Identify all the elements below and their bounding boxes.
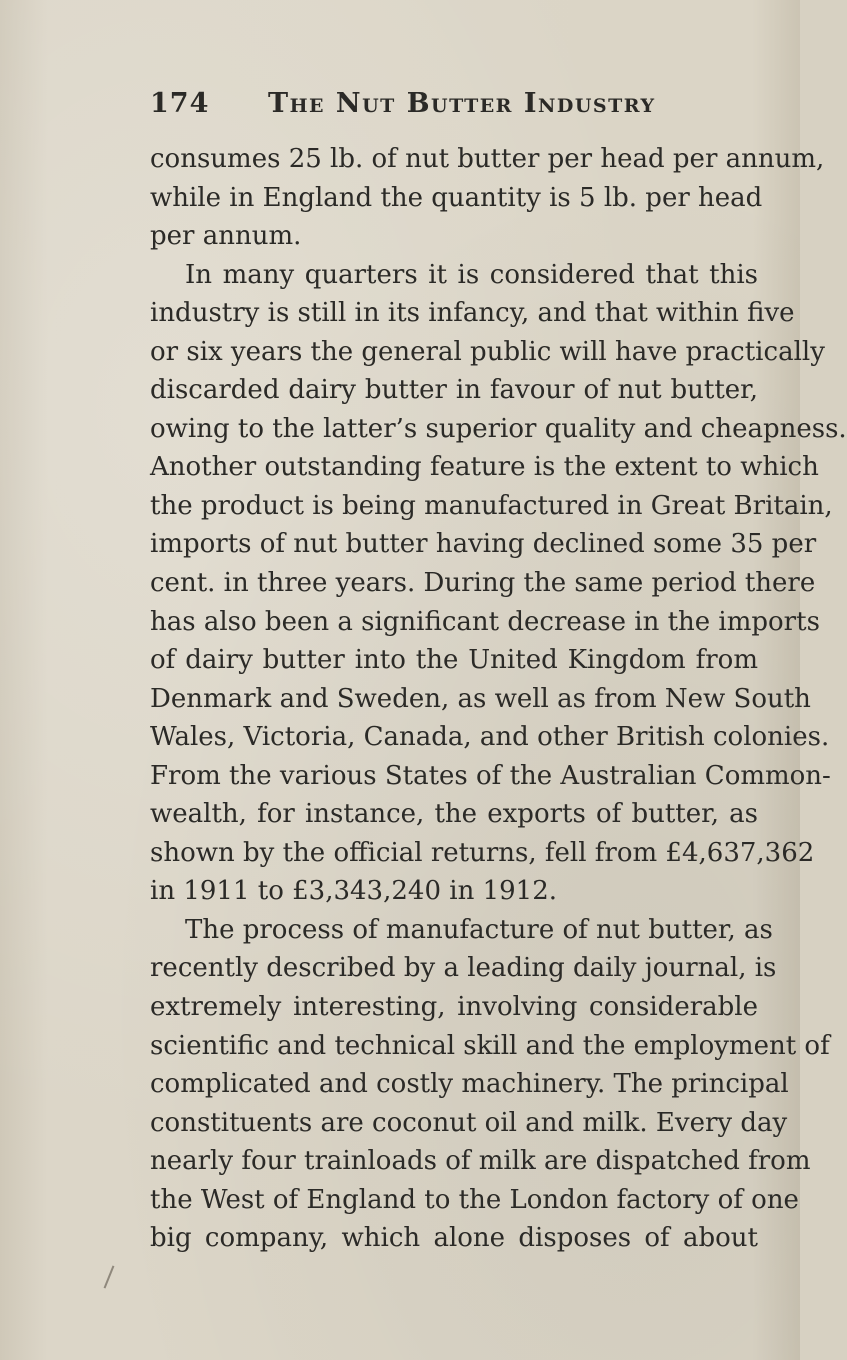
text-line: of dairy butter into the United Kingdom from [150,645,758,676]
text-line: In many quarters it is considered that this [185,259,758,290]
text-line: industry is still in its infancy, and that within five [150,298,795,329]
text-line: Wales, Victoria, Canada, and other British colonies. [150,722,830,753]
text-line: nearly four trainloads of milk are dispatched from [150,1146,811,1177]
text-line: cent. in three years. During the same period there [150,568,816,599]
text-line: has also been a significant decrease in the imports [150,606,820,637]
body-text [150,140,847,1258]
text-line: Another outstanding feature is the extent to which [150,452,819,483]
text-line: Denmark and Sweden, as well as from New South [150,683,811,714]
text-line: discarded dairy butter in favour of nut butter, [150,375,758,406]
text-line: while in England the quantity is 5 lb. per head [150,182,763,213]
text-line: From the various States of the Australian Common- [150,760,831,791]
text-line: per annum. [150,221,302,252]
running-title: The Nut Butter Industry [268,88,656,119]
text-line: extremely interesting, involving considerable [150,992,758,1023]
text-line: scientific and technical skill and the employment of [150,1030,830,1061]
text-line: wealth, for instance, the exports of butter, as [150,799,758,830]
text-line: constituents are coconut oil and milk. Every day [150,1107,788,1138]
text-line: imports of nut butter having declined some 35 per [150,529,817,560]
text-line: The process of manufacture of nut butter, as [185,914,773,945]
text-line: shown by the official returns, fell from £4,637,362 [150,837,815,868]
running-head [150,88,670,128]
text-line: big company, which alone disposes of about [150,1223,758,1254]
text-line: recently described by a leading daily journal, is [150,953,777,984]
pencil-mark [104,1265,115,1288]
text-line: in 1911 to £3,343,240 in 1912. [150,876,558,907]
page-number: 174 [150,88,210,119]
text-line: the product is being manufactured in Great Britain, [150,490,833,521]
text-line: or six years the general public will have practically [150,336,825,367]
text-line: complicated and costly machinery. The principal [150,1069,789,1100]
text-line: owing to the latter’s superior quality and cheapness. [150,413,847,444]
text-line: the West of England to the London factory of one [150,1184,799,1215]
text-line: consumes 25 lb. of nut butter per head per annum, [150,144,825,174]
